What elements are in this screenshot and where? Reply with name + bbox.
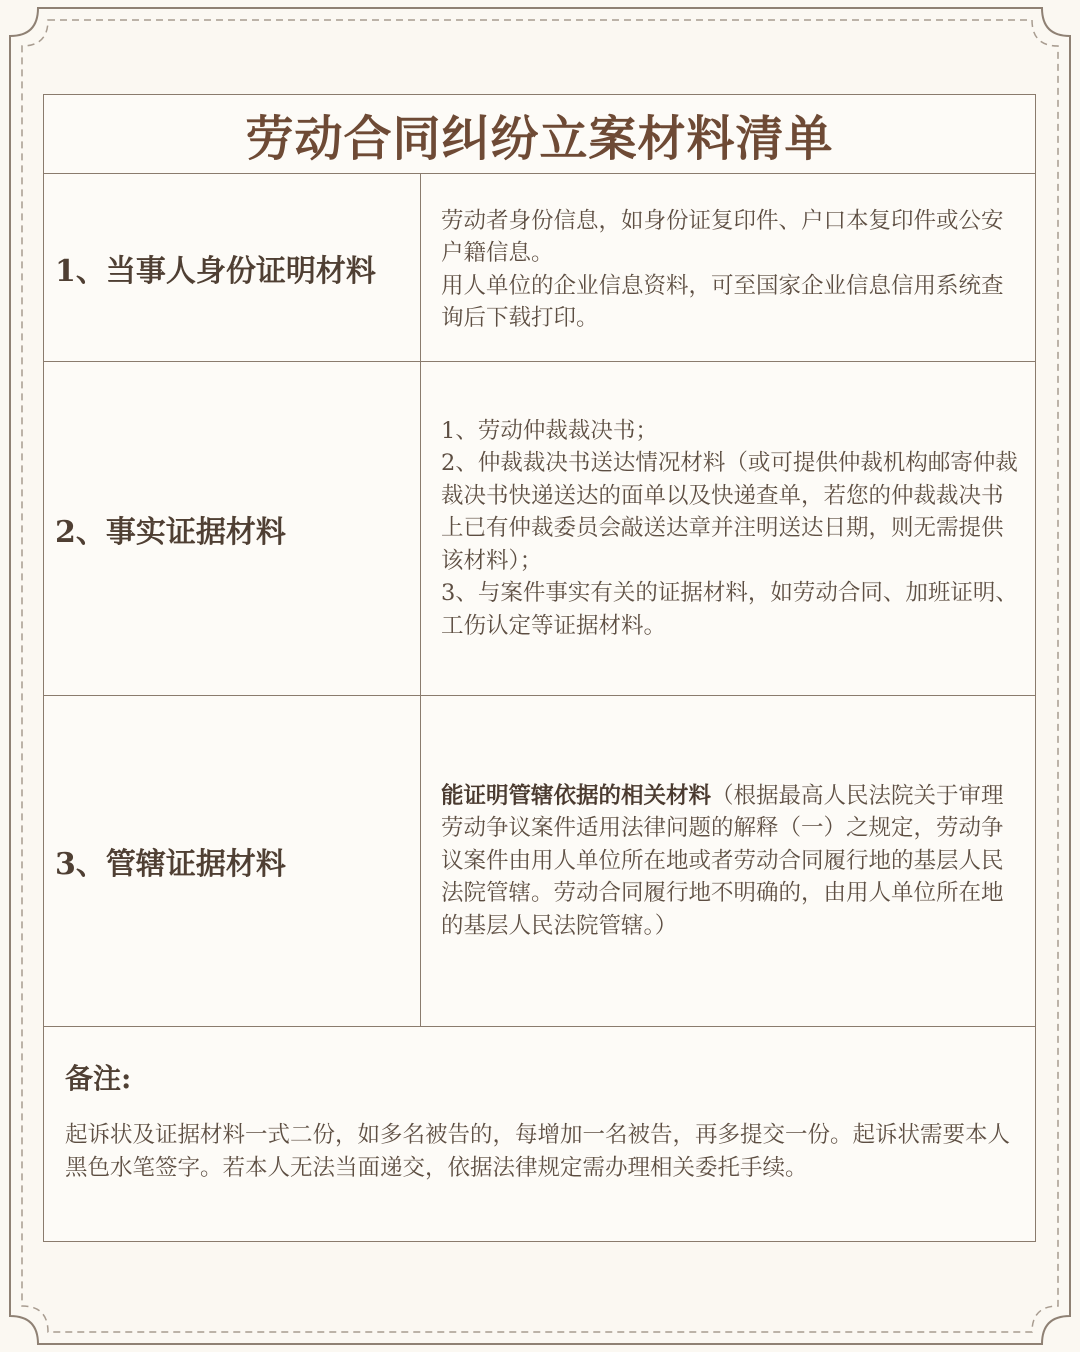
title-row <box>44 95 1035 174</box>
row-label: 1、当事人身份证明材料 <box>44 174 421 361</box>
table-row <box>44 174 1035 362</box>
table-row <box>44 362 1035 696</box>
materials-table <box>43 94 1036 1242</box>
table-row <box>44 696 1035 1027</box>
content-text: （根据最高人民法院关于审理劳动争议案件适用法律问题的解释（一）之规定，劳动争议案件由用人单位所在地或者劳动合同履行地的基层人民法院管辖。劳动合同履行地不明确的，由用人单位所在地的基层人民法院管辖。） <box>441 782 1004 939</box>
row-content <box>441 362 1021 695</box>
content-line: 3、与案件事实有关的证据材料，如劳动合同、加班证明、工伤认定等证据材料。 <box>441 580 1018 639</box>
row-content <box>441 174 1021 361</box>
page-title: 劳动合同纠纷立案材料清单 <box>245 110 834 167</box>
content-line: 用人单位的企业信息资料，可至国家企业信息信用系统查询后下载打印。 <box>441 272 1004 331</box>
row-content <box>441 696 1021 1026</box>
content-line: 1、劳动仲裁裁决书； <box>441 417 658 444</box>
row-label: 2、事实证据材料 <box>44 362 421 695</box>
row-label: 3、管辖证据材料 <box>44 696 421 1026</box>
notes-heading: 备注: <box>65 1062 132 1095</box>
notes-text: 起诉状及证据材料一式二份，如多名被告的，每增加一名被告，再多提交一份。起诉状需要本人黑色水笔签字。若本人无法当面递交，依据法律规定需办理相关委托手续。 <box>65 1122 1011 1181</box>
notes-section <box>44 1027 1035 1241</box>
content-line <box>441 780 1021 943</box>
content-lead: 能证明管辖依据的相关材料 <box>441 782 712 809</box>
content-line: 2、仲裁裁决书送达情况材料（或可提供仲裁机构邮寄仲裁裁决书快递送达的面单以及快递查单，若您的仲裁裁决书上已有仲裁委员会敲送达章并注明送达日期，则无需提供该材料）； <box>441 450 1018 574</box>
content-line: 劳动者身份信息，如身份证复印件、户口本复印件或公安户籍信息。 <box>441 207 1004 266</box>
